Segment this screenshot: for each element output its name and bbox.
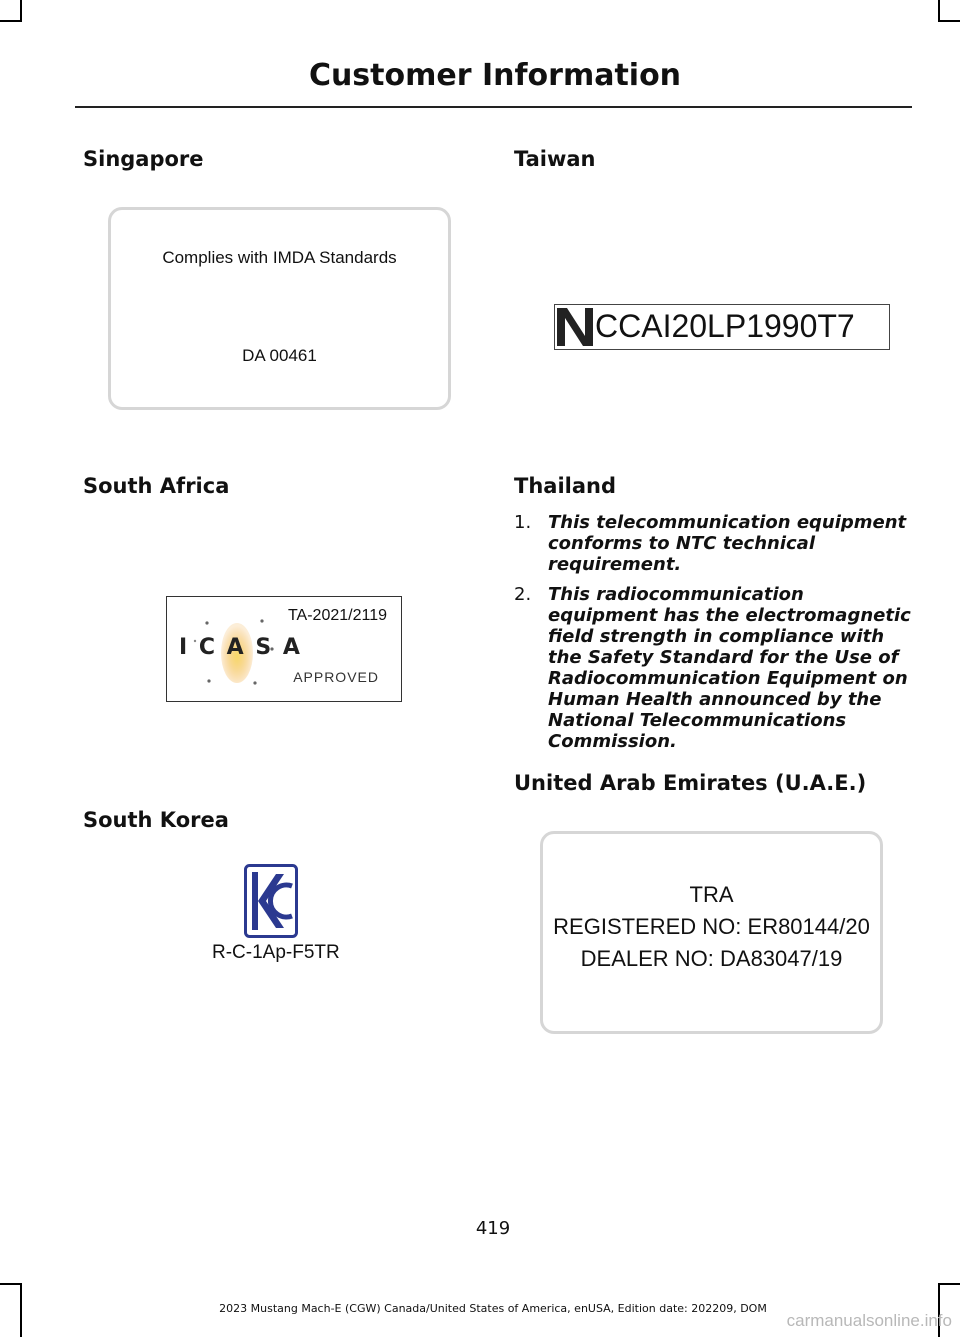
south-korea-code: R-C-1Ap-F5TR [212, 942, 340, 963]
section-heading-singapore: Singapore [83, 147, 204, 171]
thailand-list [514, 512, 914, 761]
crop-mark-top-right [938, 0, 940, 22]
section-heading-south-africa: South Africa [83, 474, 230, 498]
crop-mark-top-left [0, 20, 22, 22]
page-number: 419 [475, 1218, 511, 1239]
uae-label-line2: REGISTERED NO: ER80144/20 [553, 914, 870, 939]
icasa-cert-number: TA-2021/2119 [287, 607, 387, 624]
crop-mark-top-left [20, 0, 22, 22]
icasa-logo-text: I C A S A [179, 635, 302, 660]
crop-mark-bottom-right [938, 1283, 960, 1285]
list-item-text: This radiocommunication equipment has the electromagnetic field strength in compliance with the Safety Standard for the Use of Radiocommunication Equipment on Human Health announced by the National Telecommunications Commission. [548, 584, 911, 752]
singapore-label-line1: Complies with IMDA Standards [162, 248, 397, 267]
section-heading-taiwan: Taiwan [514, 147, 596, 171]
crop-mark-top-right [938, 20, 960, 22]
icasa-approved-text: APPROVED [293, 669, 379, 685]
singapore-label-line2: DA 00461 [242, 346, 317, 365]
header-divider [75, 106, 912, 108]
list-item-number: 2. [514, 584, 532, 605]
list-item [514, 512, 914, 575]
taiwan-ncc-label [554, 304, 890, 350]
page-title: Customer Information [308, 58, 682, 93]
section-heading-uae: United Arab Emirates (U.A.E.) [514, 771, 867, 795]
uae-label-line1: TRA [689, 882, 734, 907]
section-heading-south-korea: South Korea [83, 808, 229, 832]
edition-footer: 2023 Mustang Mach-E (CGW) Canada/United States of America, enUSA, Edition date: 202209, DOM [219, 1302, 767, 1315]
taiwan-code: CCAI20LP1990T7 [595, 308, 855, 344]
uae-label-line3: DEALER NO: DA83047/19 [580, 946, 843, 971]
crop-mark-bottom-left [0, 1283, 22, 1285]
uae-tra-label [540, 831, 883, 1034]
list-item [514, 584, 914, 752]
list-item-number: 1. [514, 512, 532, 533]
list-item-text: This telecommunication equipment conforms to NTC technical requirement. [548, 512, 907, 575]
singapore-compliance-label [108, 207, 451, 410]
kc-mark-icon [244, 864, 298, 938]
ncc-logo-icon [555, 306, 595, 348]
section-heading-thailand: Thailand [514, 474, 616, 498]
icasa-approval-label [166, 596, 402, 702]
watermark: carmanualsonline.info [786, 1311, 952, 1330]
